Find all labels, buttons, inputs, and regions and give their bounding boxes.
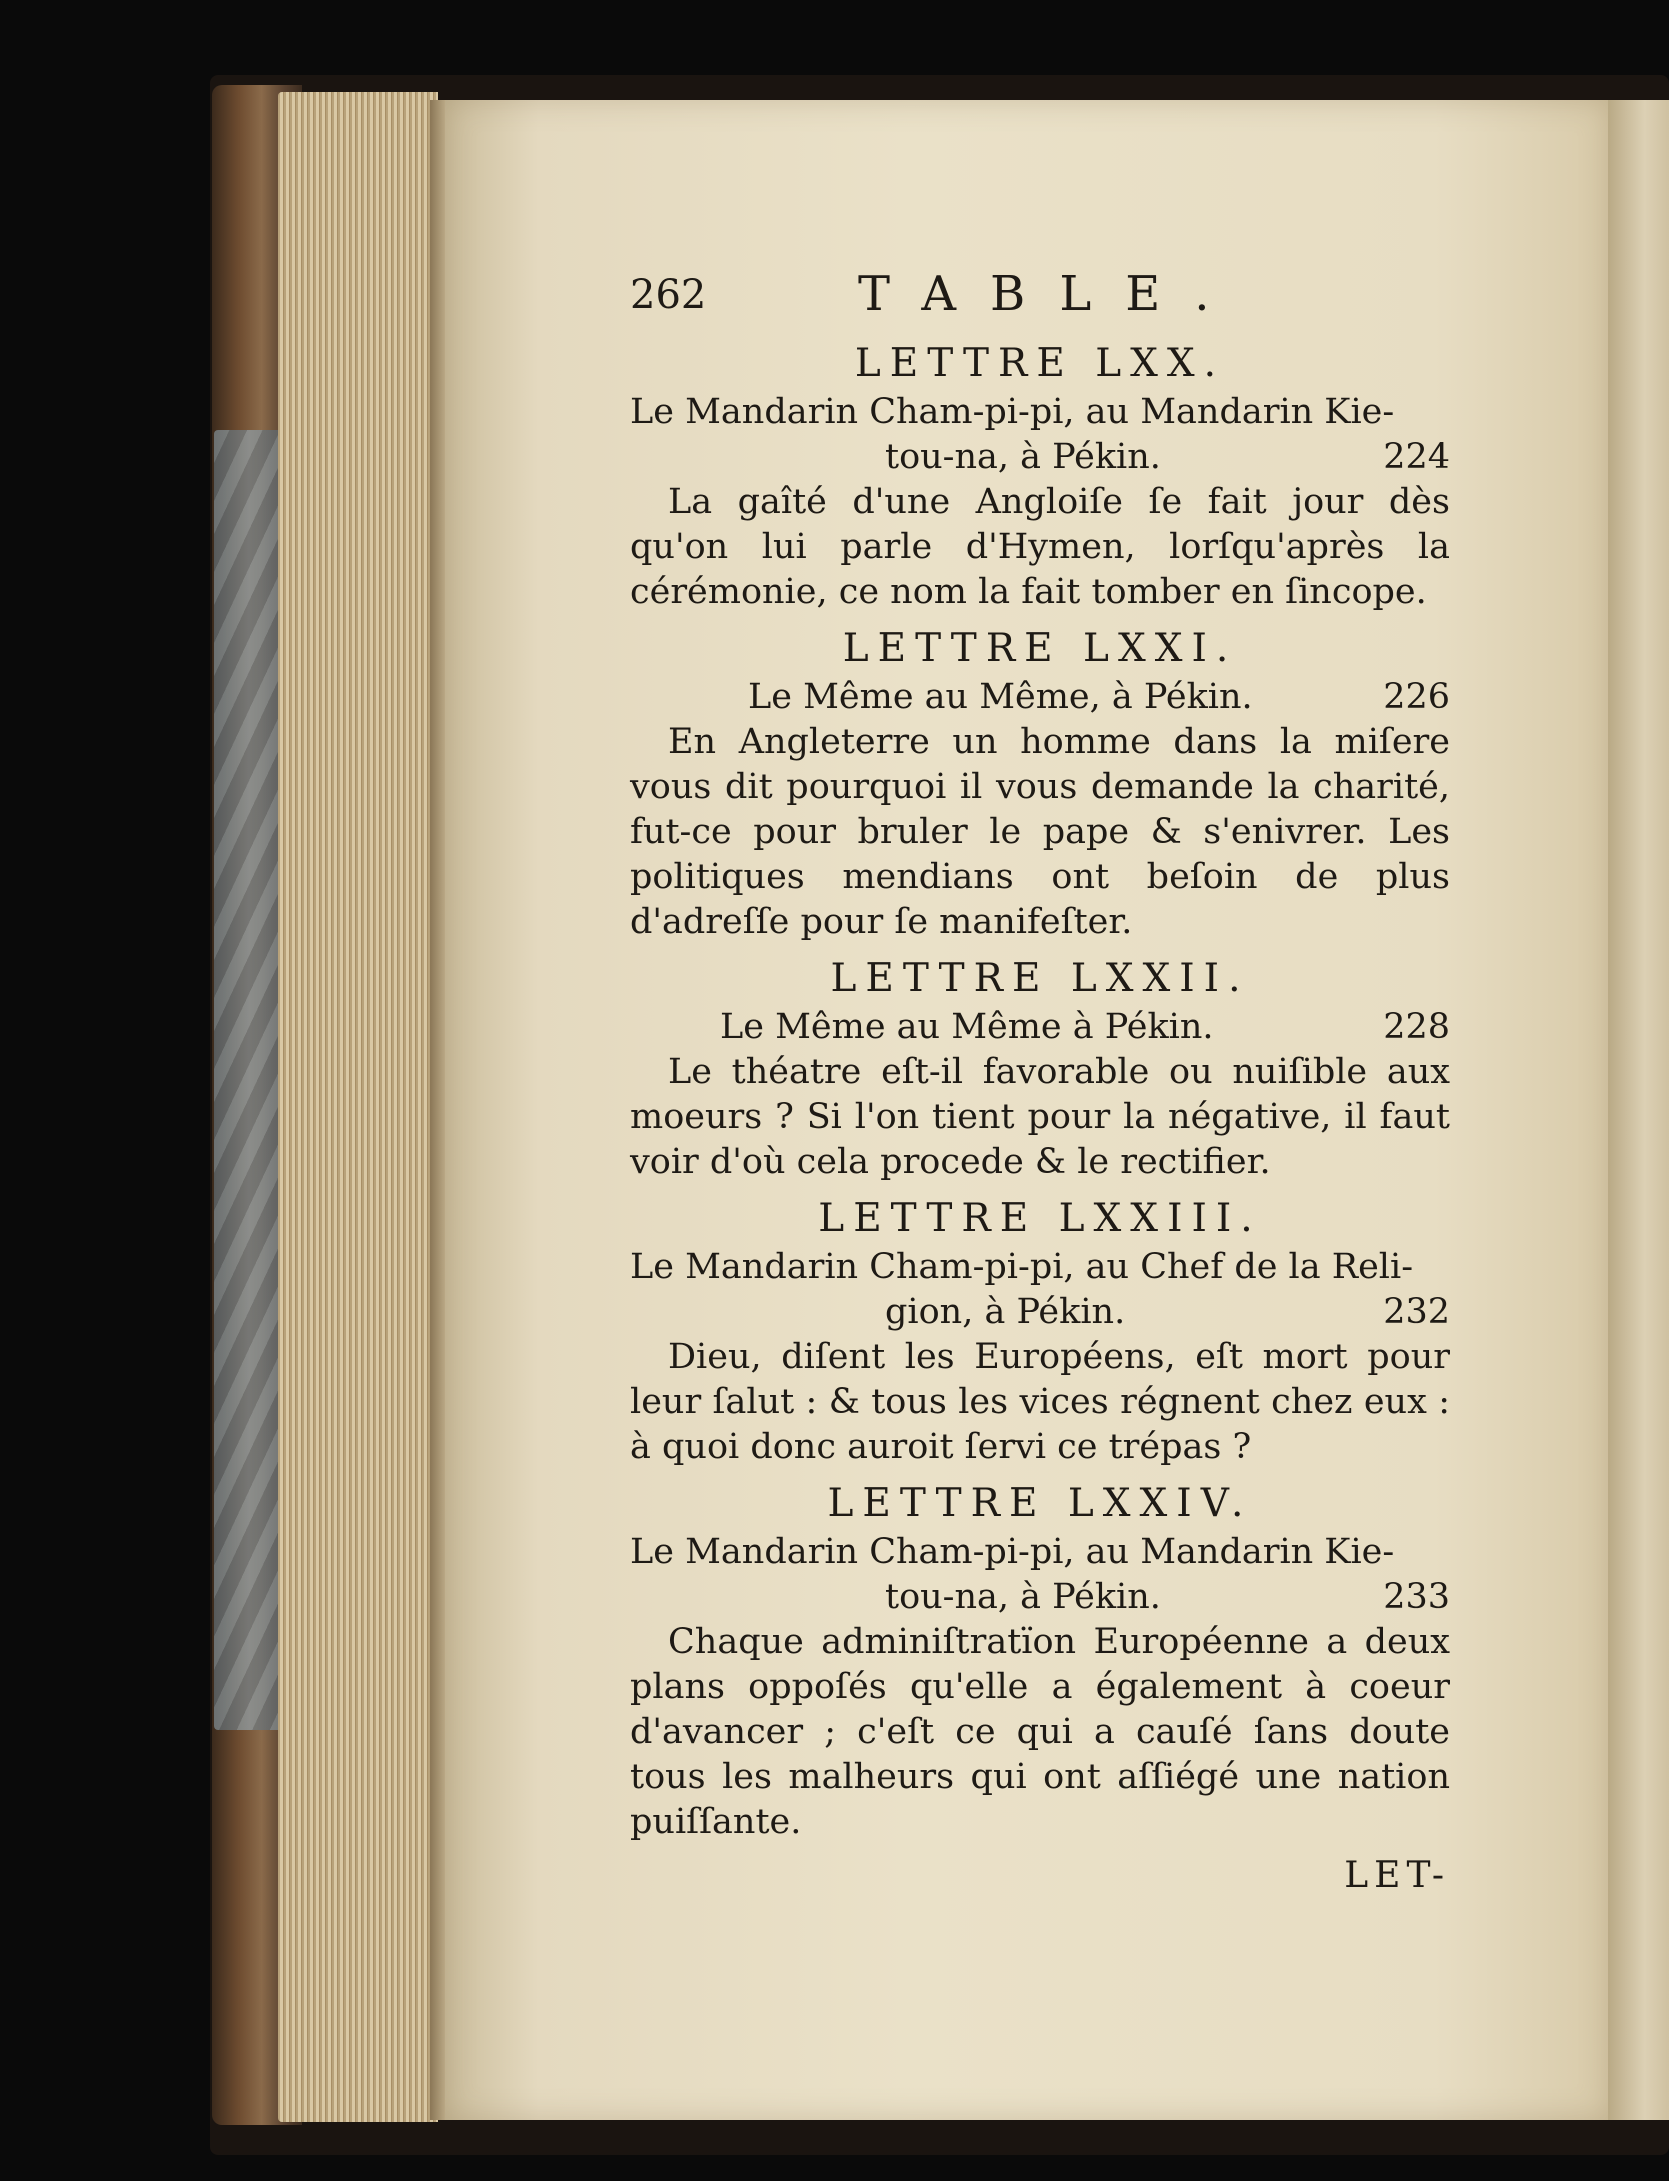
address-continuation	[630, 1290, 1450, 1335]
page-reference: 226	[1383, 677, 1450, 717]
letter-title: LETTRE LXXIII.	[818, 1196, 1262, 1241]
letter-title: LETTRE LXX.	[854, 341, 1226, 386]
address-line: gion, à Pékin.	[885, 1292, 1126, 1332]
page-header	[630, 262, 1450, 332]
running-title: TABLE.	[858, 266, 1244, 322]
letter-address	[630, 1005, 1450, 1050]
address-line: tou-na, à Pékin.	[885, 1577, 1161, 1617]
page-reference: 228	[1383, 1007, 1450, 1047]
letter-summary: La gaîté d'une Angloiſe ſe fait jour dès qu'on lui parle d'Hymen, lorſqu'après la cérémonie, ce nom la fait tomber en ſincope.	[630, 482, 1450, 612]
address-line: Le Même au Même à Pékin.	[720, 1007, 1214, 1047]
table-entry	[630, 338, 1450, 615]
table-entry	[630, 1193, 1450, 1470]
address-continuation	[630, 1575, 1450, 1620]
letter-title: LETTRE LXXIV.	[827, 1481, 1253, 1526]
page-reference: 232	[1383, 1292, 1450, 1332]
address-line: tou-na, à Pékin.	[885, 437, 1161, 477]
page-reference: 224	[1383, 437, 1450, 477]
letter-summary: Chaque adminiſtratïon Européenne a deux plans oppoſés qu'elle a également à coeur d'avancer ; c'eſt ce qui a cauſé ſans doute tous les malheurs qui ont aſſiégé une nation puiſſante.	[630, 1622, 1450, 1842]
address-continuation	[630, 1005, 1450, 1050]
letter-summary: Dieu, diſent les Européens, eſt mort pour leur ſalut : & tous les vices régnent chez eux : à quoi donc auroit ſervi ce trépas ?	[630, 1337, 1450, 1467]
letter-summary: En Angleterre un homme dans la miſere vous dit pourquoi il vous demande la charité, fut-ce pour bruler le pape & s'enivrer. Les politiques mendians ont beſoin de plus d'adreſſe pour ſe manifeſter.	[630, 722, 1450, 942]
address-continuation	[630, 675, 1450, 720]
page-reference: 233	[1383, 1577, 1450, 1617]
address-line: Le Mandarin Cham-pi-pi, au Mandarin Kie-	[630, 1532, 1395, 1572]
letter-summary: Le théatre eſt-il favorable ou nuiſible aux moeurs ? Si l'on tient pour la négative, il faut voir d'où cela procede & le rectifier.	[630, 1052, 1450, 1182]
address-line: Le Même au Même, à Pékin.	[748, 677, 1253, 717]
address-continuation	[630, 435, 1450, 480]
letter-title: LETTRE LXXI.	[842, 626, 1238, 671]
page-edges	[278, 92, 438, 2122]
marbled-endpaper	[214, 430, 284, 1730]
letter-address	[630, 390, 1450, 480]
letter-address	[630, 1245, 1450, 1335]
letter-address	[630, 675, 1450, 720]
facing-page-edge	[1608, 100, 1669, 2120]
catchword: LET-	[1344, 1855, 1450, 1896]
address-line: Le Mandarin Cham-pi-pi, au Chef de la Reli-	[630, 1247, 1414, 1287]
page-number: 262	[630, 272, 707, 318]
table-entry	[630, 953, 1450, 1185]
table-entry	[630, 623, 1450, 945]
letter-title: LETTRE LXXII.	[830, 956, 1250, 1001]
page-text	[630, 262, 1450, 1899]
address-line: Le Mandarin Cham-pi-pi, au Mandarin Kie-	[630, 392, 1395, 432]
letter-address	[630, 1530, 1450, 1620]
table-entry	[630, 1478, 1450, 1845]
